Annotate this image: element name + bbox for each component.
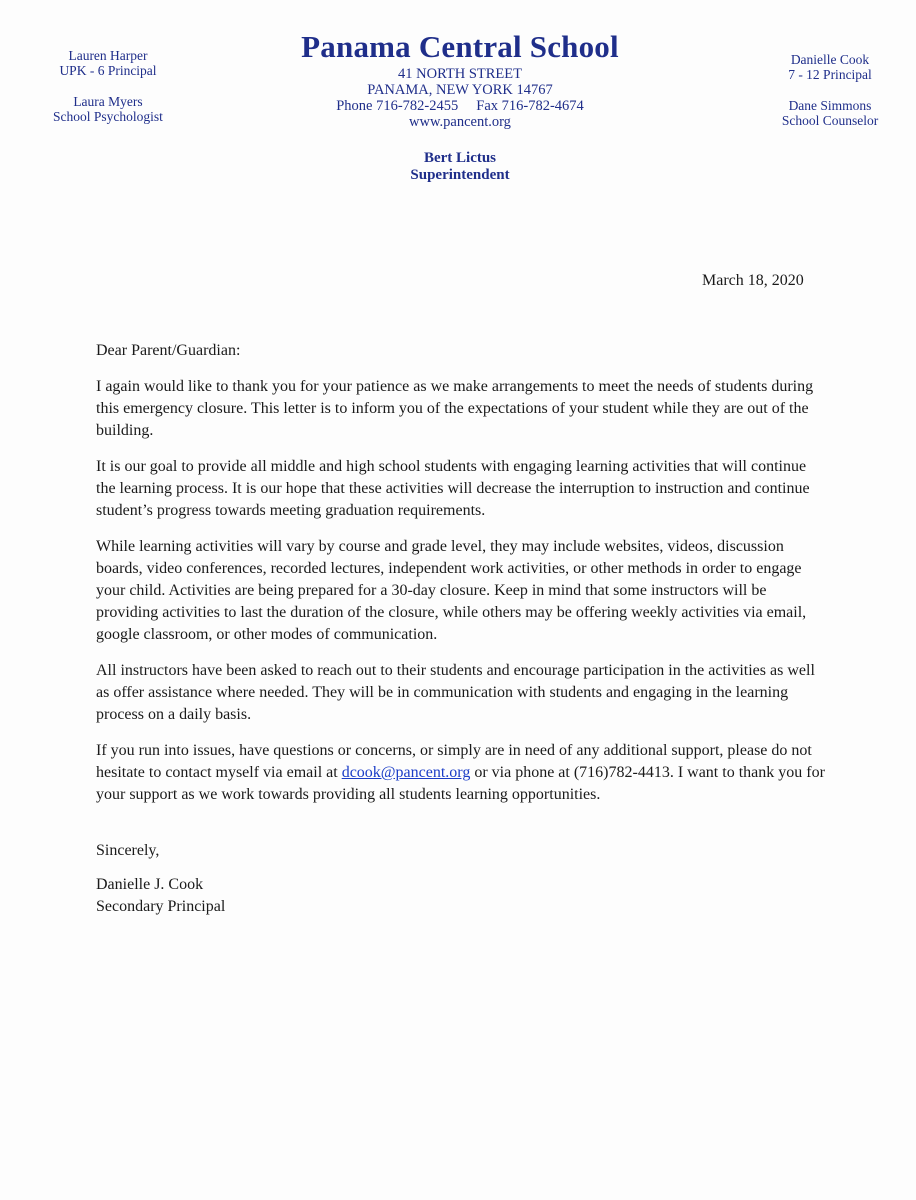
contact-paragraph [96, 740, 828, 806]
valediction: Sincerely, [96, 842, 160, 859]
letterhead-left-staff [38, 48, 178, 140]
signer-name: Danielle J. Cook [96, 876, 204, 893]
staff-title: UPK - 6 Principal [59, 63, 157, 78]
body-paragraph: It is our goal to provide all middle and high school students with engaging learning activities that will continue the learning process. It is our hope that these activities will decrease the interruption to instruction and continue student’s progress towards meeting graduation requirements. [96, 458, 810, 519]
contact-text-before: If you run into issues, have questions or concerns, or simply are in need of any additional support, please do not hesitate to contact myself via email at [96, 742, 812, 781]
fax-number: Fax 716-782-4674 [476, 98, 584, 114]
staff-name: Dane Simmons [788, 98, 872, 113]
superintendent-name: Bert Lictus [423, 150, 497, 166]
staff-entry [770, 52, 890, 82]
staff-entry [38, 94, 178, 124]
body-paragraph: All instructors have been asked to reach out to their students and encourage participation in the activities as well as offer assistance where needed. They will be in communication with students and engaging in the learning process on a daily basis. [96, 662, 815, 723]
letterhead-center [250, 28, 670, 184]
body-paragraph: I again would like to thank you for your patience as we make arrangements to meet the needs of students during this emergency closure. This letter is to inform you of the expectations of your student while they are out of the building. [96, 378, 814, 439]
letter-body [96, 340, 828, 918]
staff-title: School Counselor [781, 113, 879, 128]
staff-entry [770, 98, 890, 128]
superintendent-block [250, 150, 670, 184]
contact-text-after: or via phone at (716)782-4413. I want to thank you for your support as we work towards providing all students learning opportunities. [96, 764, 825, 803]
staff-entry [38, 48, 178, 78]
email-link[interactable]: dcook@pancent.org [341, 764, 471, 781]
letterhead-right-staff [770, 52, 890, 144]
staff-name: Danielle Cook [790, 52, 870, 67]
staff-title: 7 - 12 Principal [788, 67, 872, 82]
signer-title: Secondary Principal [96, 898, 226, 915]
letter-date: March 18, 2020 [702, 272, 804, 289]
phone-fax-line [250, 98, 670, 114]
salutation: Dear Parent/Guardian: [96, 342, 241, 359]
closing-block [96, 840, 828, 918]
street-address: 41 NORTH STREET [398, 66, 522, 82]
body-paragraph: While learning activities will vary by course and grade level, they may include websites, videos, discussion boards, video conferences, recorded lectures, independent work activities, or other methods in order to engage your child. Activities are being prepared for a 30-day closure. Keep in mind that some instructors will be providing activities to last the duration of the closure, while others may be offering weekly activities via email, google classroom, or other modes of communication. [96, 538, 807, 643]
city-state-zip: PANAMA, NEW YORK 14767 [367, 82, 553, 98]
phone-number: Phone 716-782-2455 [336, 98, 459, 114]
superintendent-title: Superintendent [410, 167, 510, 183]
staff-name: Laura Myers [73, 94, 143, 109]
staff-title: School Psychologist [53, 109, 163, 124]
staff-name: Lauren Harper [68, 48, 148, 63]
website: www.pancent.org [409, 114, 511, 130]
school-name: Panama Central School [301, 29, 619, 64]
